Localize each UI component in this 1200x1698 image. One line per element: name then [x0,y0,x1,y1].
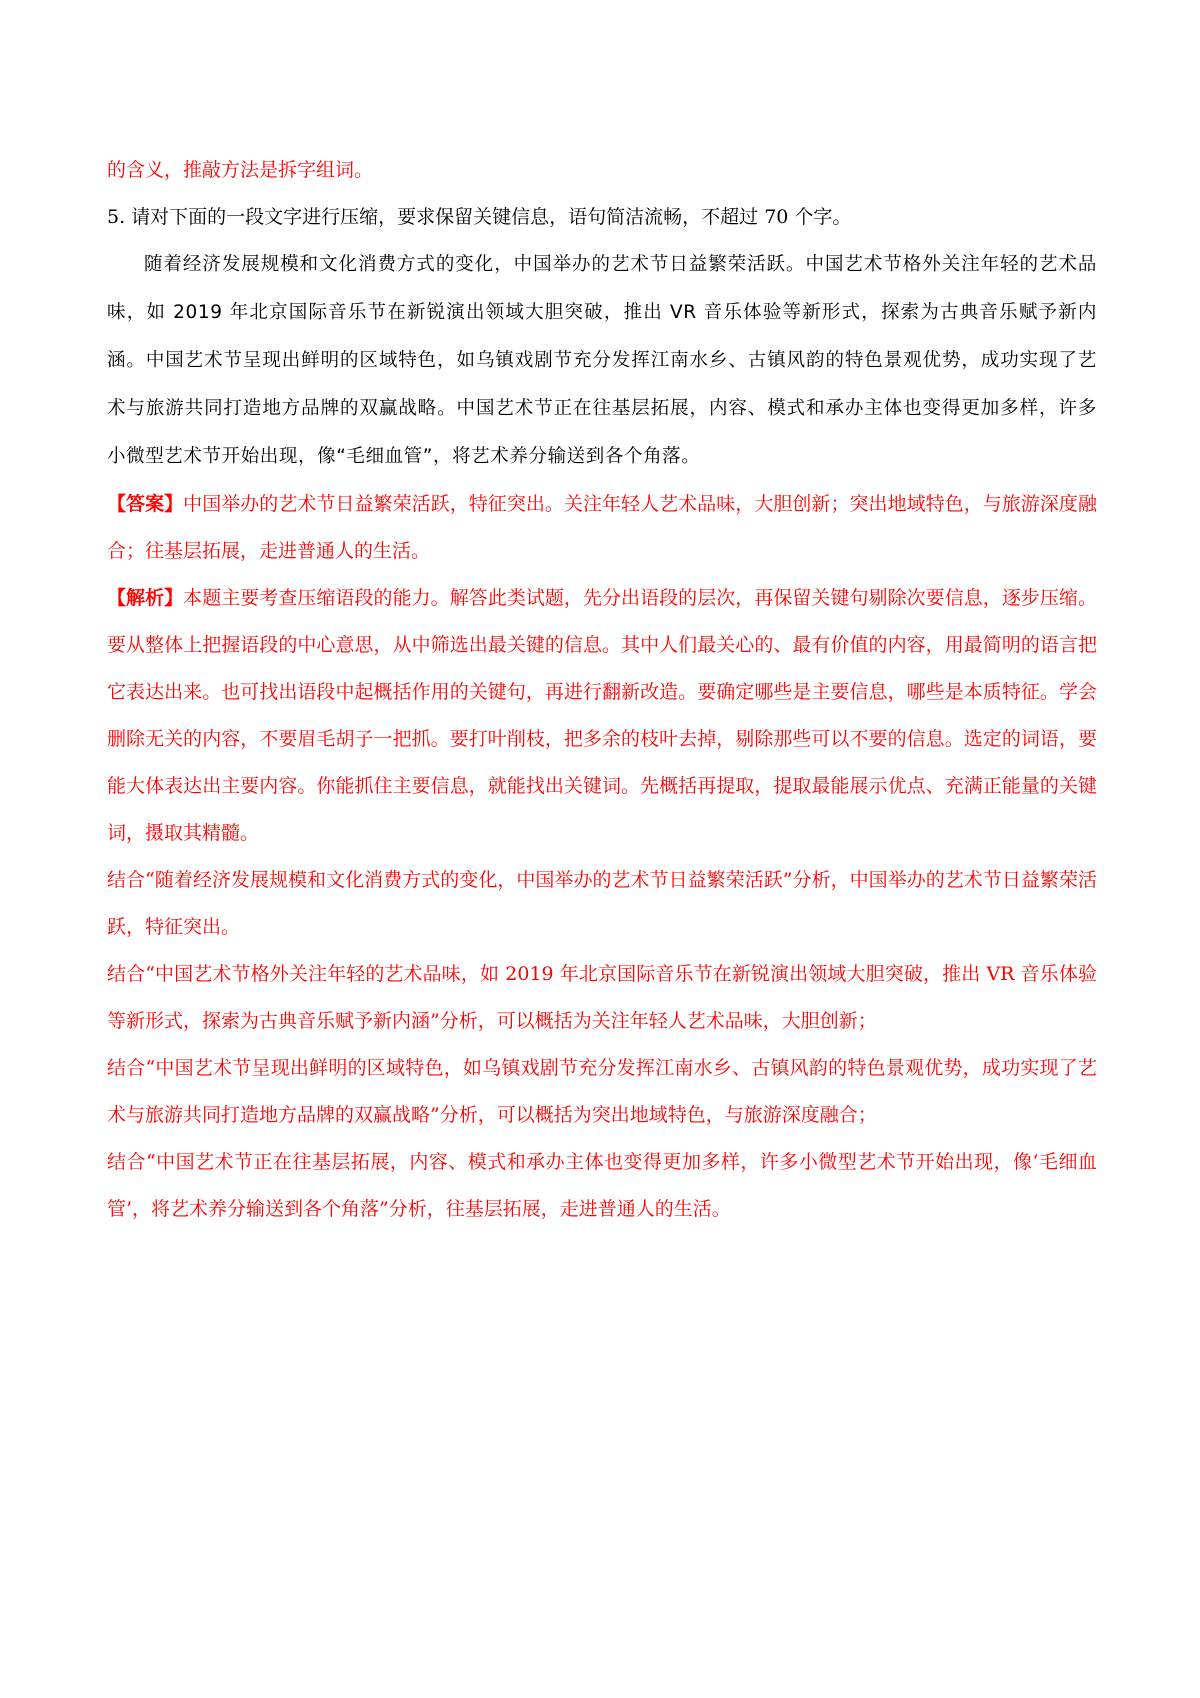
analysis-combine-3: 结合“中国艺术节呈现出鲜明的区域特色，如乌镇戏剧节充分发挥江南水乡、古镇风韵的特色景观优势，成功实现了艺术与旅游共同打造地方品牌的双赢战略”分析，可以概括为突出地域特色，与旅游深度融合； [107,1057,1097,1126]
answer-label: 【答案】 [107,493,184,515]
previous-answer-tail: 的含义，推敲方法是拆字组词。 [107,159,374,181]
question-5: 5. 请对下面的一段文字进行压缩，要求保留关键信息，语句简洁流畅，不超过 70 个字。 [107,206,852,228]
analysis-combine-2: 结合“中国艺术节格外关注年轻的艺术品味，如 2019 年北京国际音乐节在新锐演出领域大胆突破，推出 VR 音乐体验等新形式，探索为古典音乐赋予新内涵”分析，可以概括为关注年轻人艺术品味，大胆创新； [107,963,1097,1032]
document-content [107,147,1097,1233]
answer-text: 中国举办的艺术节日益繁荣活跃，特征突出。关注年轻人艺术品味，大胆创新；突出地域特色，与旅游深度融合；往基层拓展，走进普通人的生活。 [107,493,1097,562]
question-passage: 随着经济发展规模和文化消费方式的变化，中国举办的艺术节日益繁荣活跃。中国艺术节格外关注年轻的艺术品味，如 2019 年北京国际音乐节在新锐演出领域大胆突破，推出 VR 音乐体验等新形式，探索为古典音乐赋予新内涵。中国艺术节呈现出鲜明的区域特色，如乌镇戏剧节充分发挥江南水乡、古镇风韵的特色景观优势，成功实现了艺术与旅游共同打造地方品牌的双赢战略。中国艺术节正在往基层拓展，内容、模式和承办主体也变得更加多样，许多小微型艺术节开始出现，像“毛细血管”，将艺术养分输送到各个角落。 [107,254,1097,467]
answer-paragraph [107,481,1097,575]
analysis-paragraph [107,575,1097,857]
analysis-label: 【解析】 [107,587,184,609]
analysis-combine-1: 结合“随着经济发展规模和文化消费方式的变化，中国举办的艺术节日益繁荣活跃”分析，中国举办的艺术节日益繁荣活跃，特征突出。 [107,869,1097,938]
analysis-text: 本题主要考查压缩语段的能力。解答此类试题，先分出语段的层次，再保留关键句剔除次要信息，逐步压缩。要从整体上把握语段的中心意思，从中筛选出最关键的信息。其中人们最关心的、最有价值的内容，用最简明的语言把它表达出来。也可找出语段中起概括作用的关键句，再进行翻新改造。要确定哪些是主要信息，哪些是本质特征。学会删除无关的内容，不要眉毛胡子一把抓。要打叶削枝，把多余的枝叶去掉，剔除那些可以不要的信息。选定的词语，要能大体表达出主要内容。你能抓住主要信息，就能找出关键词。先概括再提取，提取最能展示优点、充满正能量的关键词，摄取其精髓。 [107,587,1097,844]
analysis-combine-4: 结合“中国艺术节正在往基层拓展，内容、模式和承办主体也变得更加多样，许多小微型艺术节开始出现，像‘毛细血管’，将艺术养分输送到各个角落”分析，往基层拓展，走进普通人的生活。 [107,1151,1097,1220]
